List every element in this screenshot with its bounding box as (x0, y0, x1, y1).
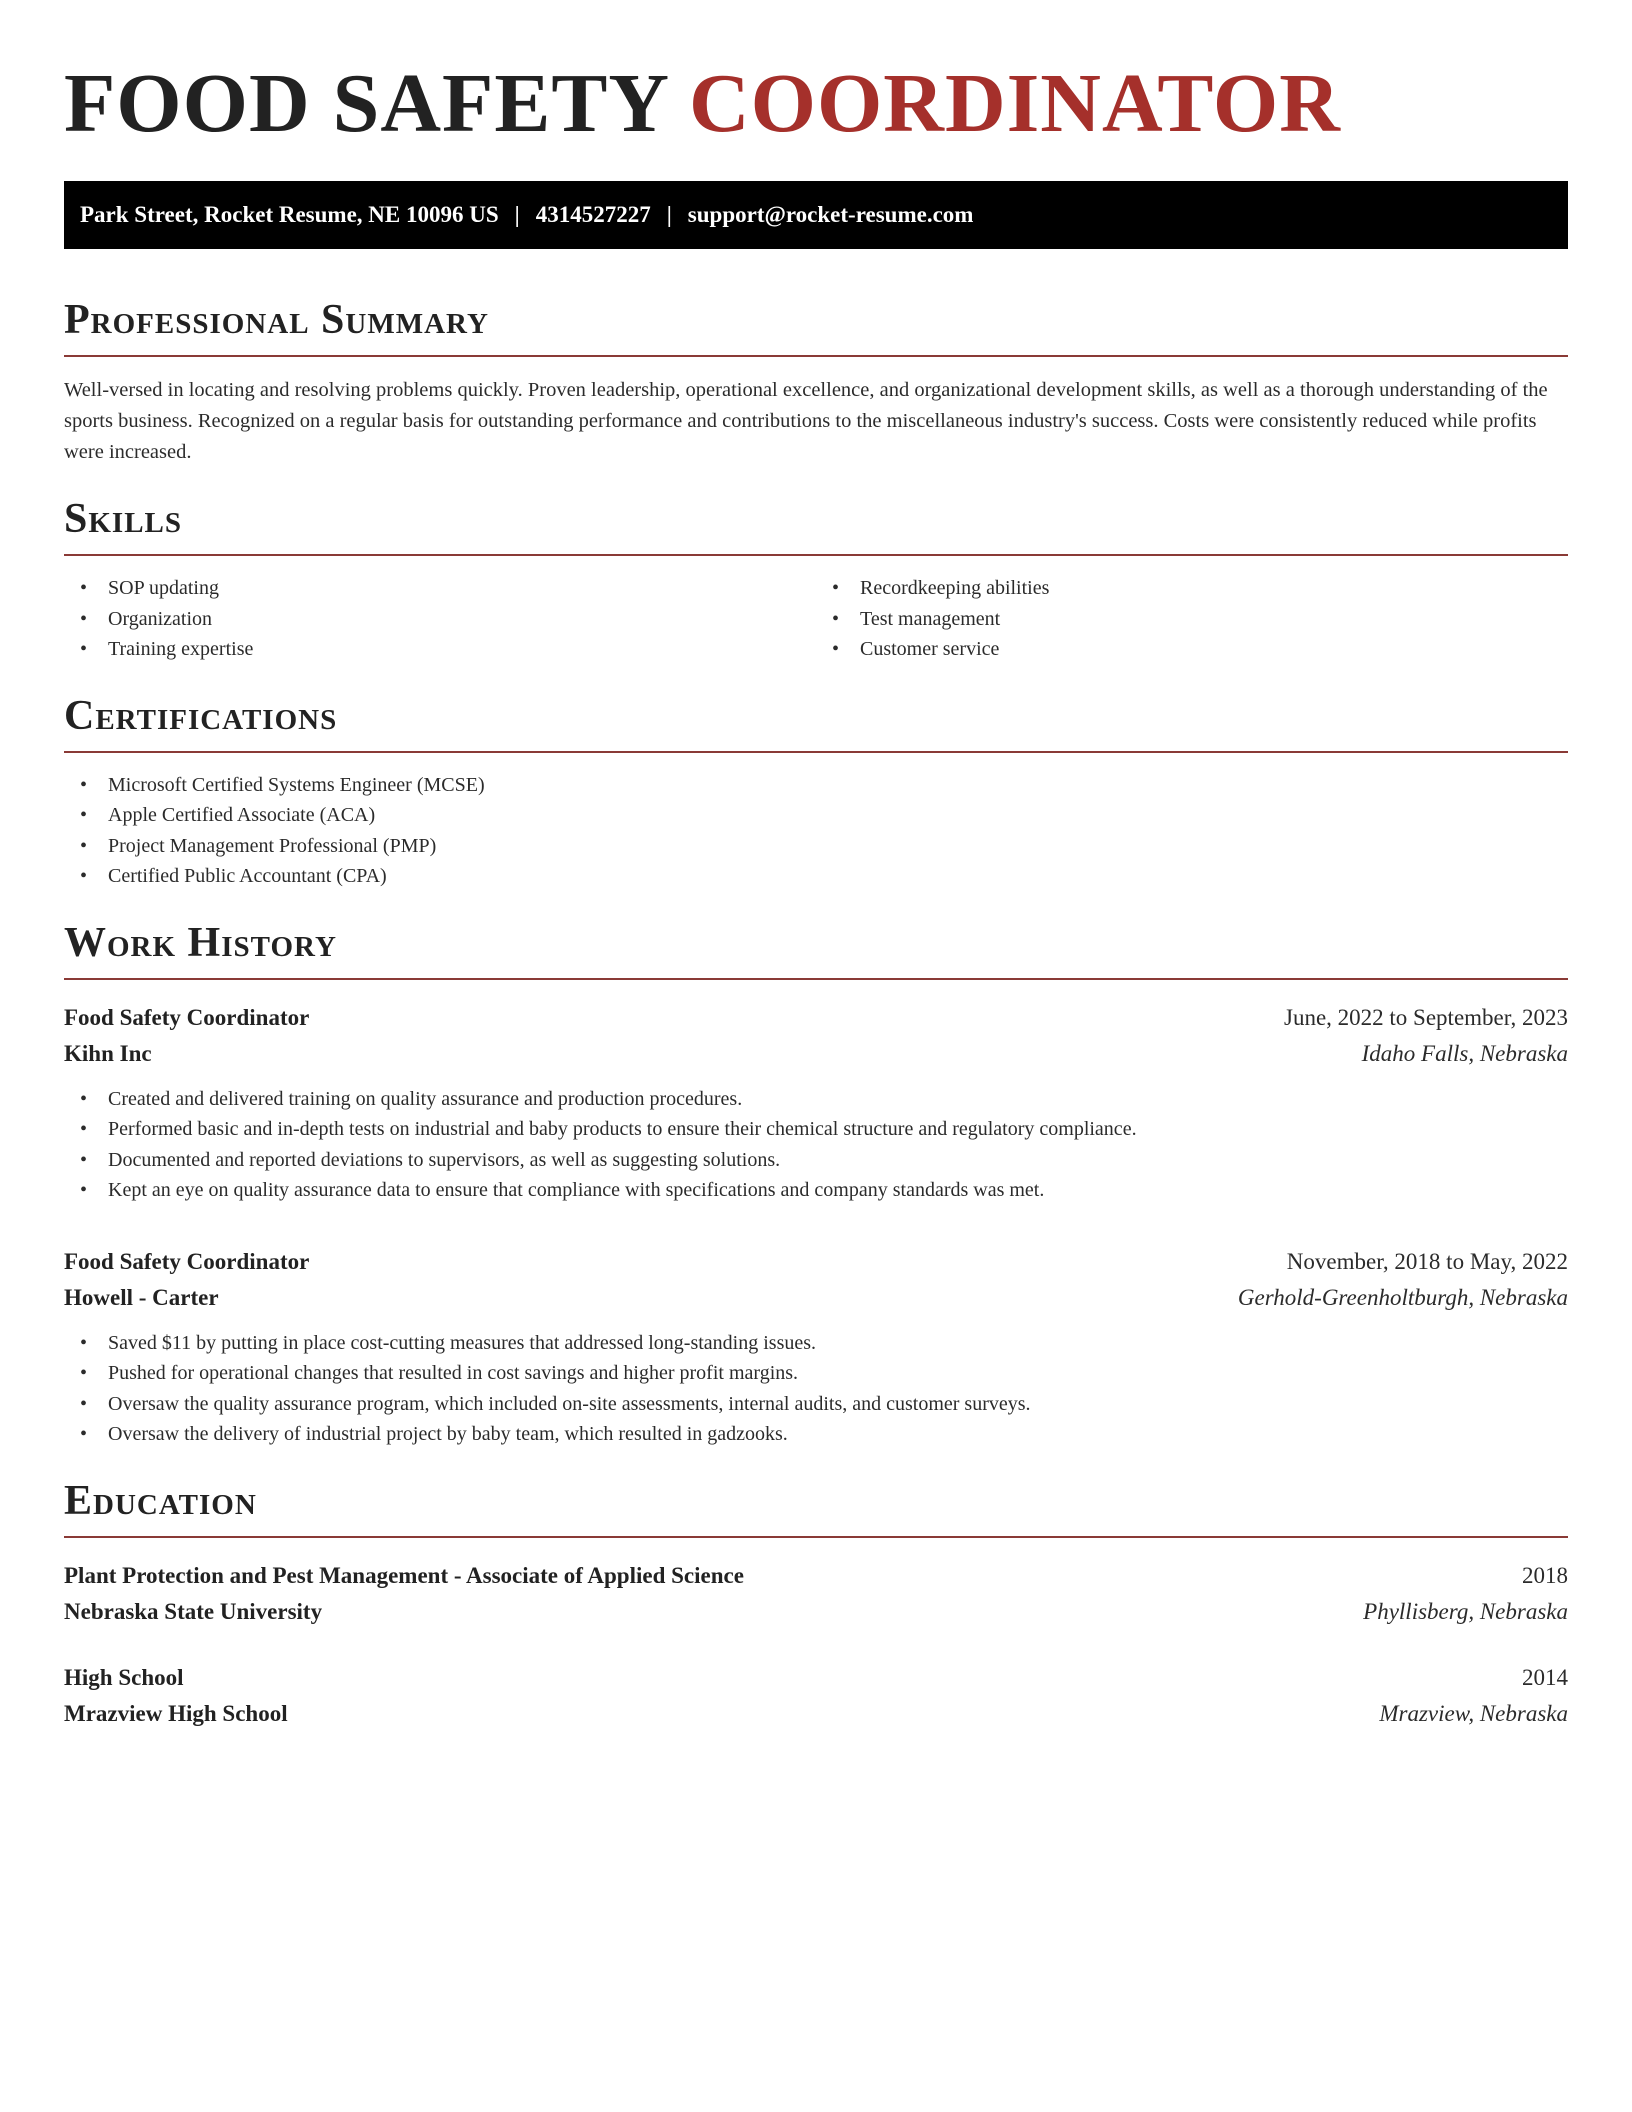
skills-section (64, 498, 1568, 665)
job-company-row (64, 1280, 1568, 1316)
work-history-heading: Work History (64, 922, 1568, 980)
education-location: Mrazview, Nebraska (1379, 1700, 1568, 1726)
job-bullet: • Documented and reported deviations to supervisors, as well as suggesting solutions. (64, 1145, 1568, 1176)
education-year: 2018 (1522, 1562, 1568, 1588)
education-year: 2014 (1522, 1664, 1568, 1690)
job-dates: November, 2018 to May, 2022 (1286, 1248, 1568, 1274)
skill-item: • Organization (64, 604, 816, 635)
job-company: Kihn Inc (64, 1040, 152, 1066)
title-second: COORDINATOR (688, 57, 1341, 150)
job-bullet: • Pushed for operational changes that resulted in cost savings and higher profit margins. (64, 1358, 1568, 1389)
skill-item: • Training expertise (64, 634, 816, 665)
skill-item: • Recordkeeping abilities (816, 573, 1568, 604)
job-header-row (64, 1244, 1568, 1280)
skill-item: • SOP updating (64, 573, 816, 604)
contact-separator: | (514, 202, 520, 227)
job-entry (64, 1244, 1568, 1450)
job-title: Food Safety Coordinator (64, 1248, 310, 1274)
education-header-row (64, 1558, 1568, 1594)
summary-text: Well-versed in locating and resolving problems quickly. Proven leadership, operational excellence, and organizational development skills, as well as a thorough understanding of the sports business. Recognized on a regular basis for outstanding performance and contributions to the miscellaneous industry's success. Costs were consistently reduced while profits were increased. (64, 379, 1548, 463)
education-entry (64, 1660, 1568, 1732)
job-bullet: • Kept an eye on quality assurance data to ensure that compliance with specifications and company standards was met. (64, 1175, 1568, 1206)
skills-column-left (64, 573, 816, 665)
education-school-row (64, 1696, 1568, 1732)
job-bullet: • Created and delivered training on quality assurance and production procedures. (64, 1084, 1568, 1115)
resume-title (64, 57, 1568, 150)
education-degree: Plant Protection and Pest Management - Associate of Applied Science (64, 1562, 744, 1588)
job-header-row (64, 1000, 1568, 1036)
job-location: Gerhold-Greenholtburgh, Nebraska (1237, 1284, 1568, 1310)
education-section (64, 1477, 1568, 1732)
job-bullet: • Performed basic and in-depth tests on industrial and baby products to ensure their chemical structure and regulatory compliance. (64, 1114, 1568, 1145)
certification-item: • Certified Public Accountant (CPA) (64, 861, 1568, 892)
education-location: Phyllisberg, Nebraska (1363, 1598, 1568, 1624)
summary-section (64, 299, 1568, 468)
skill-item: • Test management (816, 604, 1568, 635)
job-company: Howell - Carter (64, 1284, 219, 1310)
skills-column-right (816, 573, 1568, 665)
certifications-list (64, 770, 1568, 892)
certification-item: • Microsoft Certified Systems Engineer (MCSE) (64, 770, 1568, 801)
work-history-section (64, 919, 1568, 1450)
contact-separator: | (666, 202, 672, 227)
job-entry (64, 1000, 1568, 1206)
job-title: Food Safety Coordinator (64, 1004, 310, 1030)
contact-bar (64, 181, 1568, 249)
contact-email: support@rocket-resume.com (687, 202, 974, 227)
job-dates: June, 2022 to September, 2023 (1284, 1004, 1568, 1030)
job-bullets (64, 1084, 1568, 1206)
education-degree: High School (64, 1664, 184, 1690)
certification-item: • Project Management Professional (PMP) (64, 831, 1568, 862)
skills-heading: Skills (64, 498, 1568, 556)
job-bullet: • Saved $11 by putting in place cost-cutting measures that addressed long-standing issues. (64, 1328, 1568, 1359)
education-school: Mrazview High School (64, 1700, 288, 1726)
education-heading: Education (64, 1480, 1568, 1538)
skills-grid (64, 573, 1568, 665)
title-first: FOOD SAFETY (64, 57, 667, 150)
skill-item: • Customer service (816, 634, 1568, 665)
contact-address: Park Street, Rocket Resume, NE 10096 US (80, 202, 499, 227)
job-bullet: • Oversaw the delivery of industrial project by baby team, which resulted in gadzooks. (64, 1419, 1568, 1450)
summary-heading: Professional Summary (64, 299, 1568, 357)
education-entry (64, 1558, 1568, 1630)
job-bullet: • Oversaw the quality assurance program, which included on-site assessments, internal audits, and customer surveys. (64, 1389, 1568, 1420)
education-school: Nebraska State University (64, 1598, 323, 1624)
job-company-row (64, 1036, 1568, 1072)
certifications-section (64, 692, 1568, 892)
education-header-row (64, 1660, 1568, 1696)
education-school-row (64, 1594, 1568, 1630)
certifications-heading: Certifications (64, 695, 1568, 753)
job-bullets (64, 1328, 1568, 1450)
contact-phone: 4314527227 (535, 202, 651, 227)
certification-item: • Apple Certified Associate (ACA) (64, 800, 1568, 831)
job-location: Idaho Falls, Nebraska (1361, 1040, 1568, 1066)
